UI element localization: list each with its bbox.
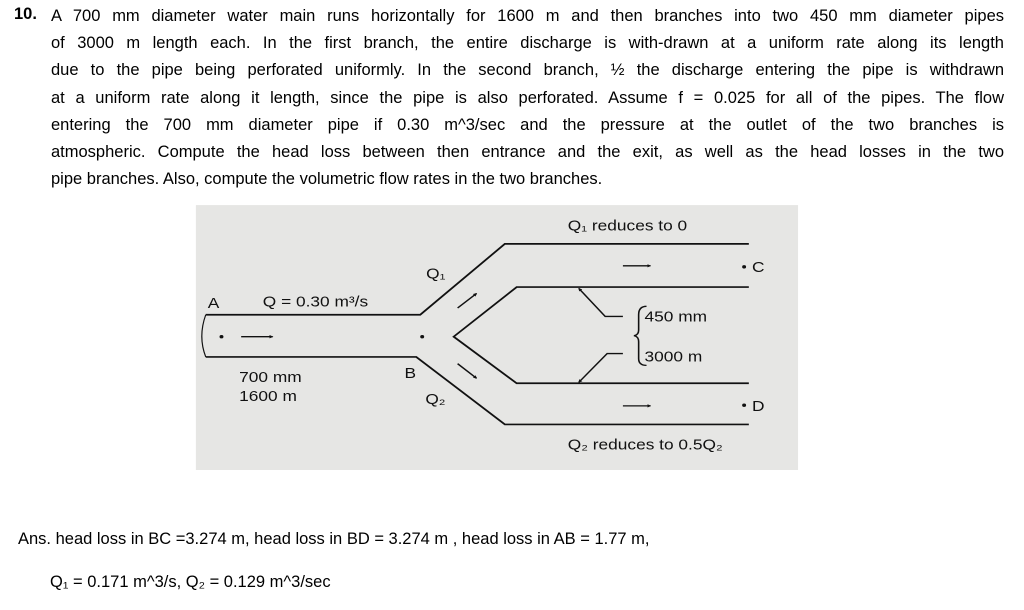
problem-line: pipe branches. Also, compute the volumetric flow rates in the two branches. xyxy=(51,170,603,189)
q1-label: Q₁ xyxy=(426,265,446,282)
q2-reduces-label: Q₂ reduces to 0.5Q₂ xyxy=(567,436,723,454)
problem-statement xyxy=(51,5,1004,195)
problem-line: atmospheric. Compute the head loss between then entrance and the exit, as well as the head losses in the two xyxy=(51,142,1004,161)
problem-number: 10. xyxy=(14,5,37,23)
problem-line: A 700 mm diameter water main runs horizontally for 1600 m and then branches into two 450 mm diameter pipes xyxy=(51,7,1004,25)
answer-line-2: Q₁ = 0.171 m^3/s, Q₂ = 0.129 m^3/sec xyxy=(50,573,331,591)
flow-label: Q = 0.30 m³/s xyxy=(262,293,369,310)
problem-line: at a uniform rate along it length, since the pipe is also perforated. Assume f = 0.025 for all of the pipes. The flow xyxy=(51,88,1004,107)
point-a-label: A xyxy=(207,295,220,312)
q1-reduces-label: Q₁ reduces to 0 xyxy=(567,217,688,235)
main-length-label: 1600 m xyxy=(239,387,297,405)
problem-line: of 3000 m length each. In the first branch, the entire discharge is with-drawn at a uniform rate along its length xyxy=(51,34,1004,53)
problem-line: due to the pipe being perforated uniformly. In the second branch, ½ the discharge entering the pipe is withdrawn xyxy=(51,61,1004,80)
branch-diameter-label: 450 mm xyxy=(644,308,708,326)
q2-label: Q₂ xyxy=(425,391,446,408)
figure-background xyxy=(196,205,798,470)
main-diameter-label: 700 mm xyxy=(239,369,302,386)
point-b-label: B xyxy=(404,365,417,382)
pipe-network-figure xyxy=(190,200,800,470)
problem-line: entering the 700 mm diameter pipe if 0.30 m^3/sec and the pressure at the outlet of the two branches is xyxy=(51,115,1004,134)
branch-length-label: 3000 m xyxy=(644,348,703,366)
point-c-label: C xyxy=(751,258,765,276)
answer-line-1: Ans. head loss in BC =3.274 m, head loss in BD = 3.274 m , head loss in AB = 1.77 m, xyxy=(18,530,650,548)
point-d-label: D xyxy=(751,398,765,415)
